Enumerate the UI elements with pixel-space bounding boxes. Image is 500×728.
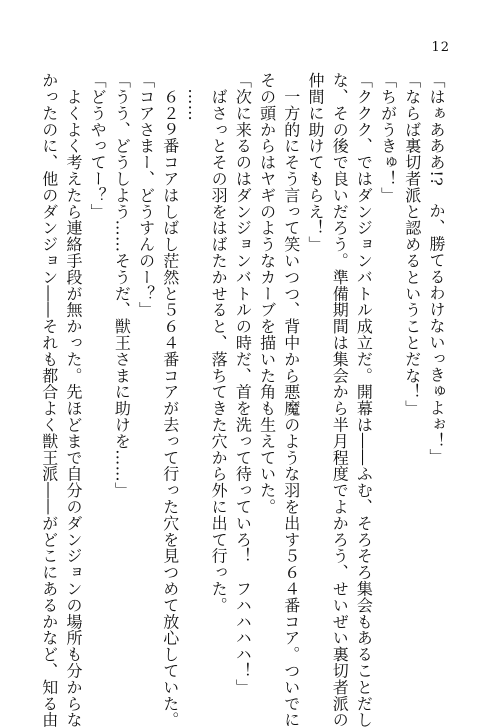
text-line: 「ちがうきゅ！」 — [378, 72, 398, 204]
text-line: …… — [184, 72, 204, 122]
text-line: 「はぁあああ!? か、勝てるわけないっきゅよぉ！」 — [427, 72, 446, 466]
text-line: よくよく考えたら連絡手段が無かった。先ほどまで自分のダンジョンの場所も分からな — [63, 72, 83, 728]
text-line: その頭からはヤギのようなカーブを描いた角も生えていた。 — [257, 72, 277, 515]
page-number: 12 — [431, 40, 450, 55]
text-line: 「どうやってー？」 — [88, 72, 108, 220]
vertical-text-body — [37, 72, 448, 728]
text-line: かったのに、他のダンジョン――それも都合よく獣王派――がどこにあるかなど、知る由 — [39, 72, 59, 728]
text-line: ばさっとその羽をはばたかせると、落ちてきた穴から外に出て行った。 — [209, 72, 229, 614]
text-line: 一方的にそう言って笑いつつ、背中から悪魔のような羽を出す５６４番コア。ついでに — [281, 72, 301, 728]
text-line: 仲間に助けてもらえ！」 — [305, 72, 325, 253]
text-line: 「ククク、ではダンジョンバトル成立だ。開幕は――ふむ、そろそろ集会もあることだし — [354, 72, 374, 728]
text-line: 「コアさまー、どうすんのー？」 — [136, 72, 156, 318]
text-line: 「ならば裏切者派と認めるということだな！」 — [402, 72, 422, 417]
text-line: な、その後で良いだろう。準備期間は集会から半月程度でよかろう、せいぜい裏切者派の — [330, 72, 350, 728]
text-line: ６２９番コアはしばし茫然と５６４番コアが去って行った穴を見つめて放心していた。 — [160, 72, 180, 728]
text-line: 「うう、どうしよう……そうだ、獣王さまに助けを……」 — [112, 72, 132, 499]
text-line: 「次に来るのはダンジョンバトルの時だ、首を洗って待っていろ！ フハハハハ！」 — [233, 72, 253, 696]
